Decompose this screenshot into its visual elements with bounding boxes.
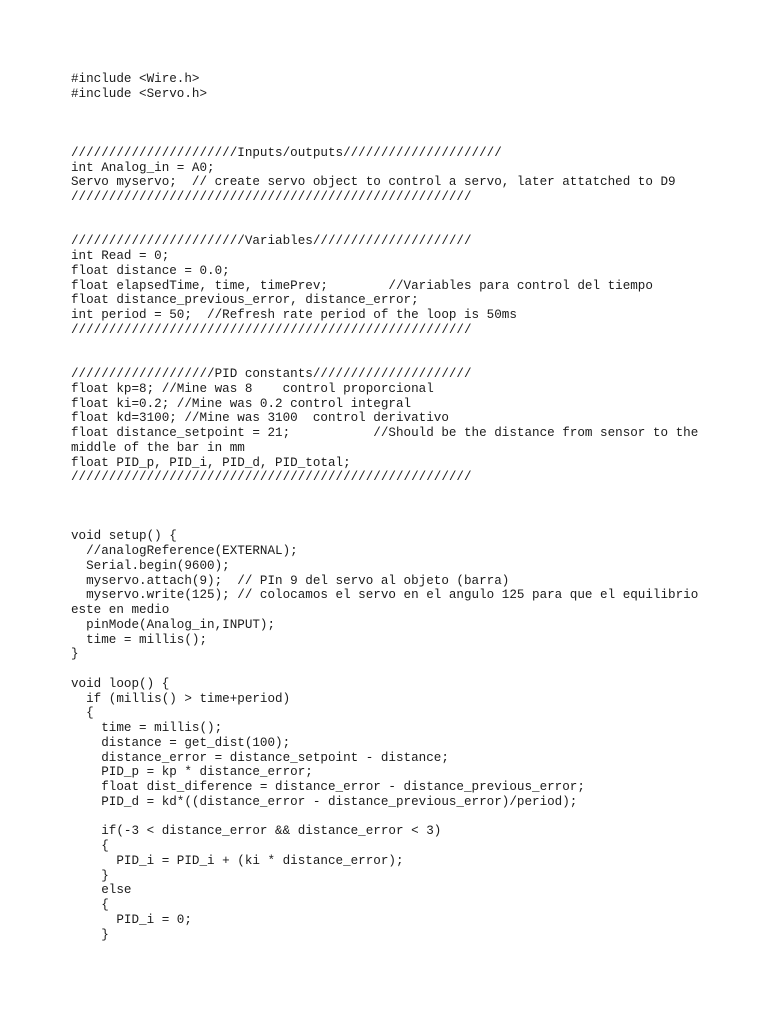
code-line: ///////////////////PID constants///////////////////// [71,367,472,381]
blank-line [71,485,711,500]
blank-line [71,352,711,367]
blank-line [71,500,711,515]
code-line: PID_i = PID_i + (ki * distance_error); [71,853,404,868]
code-line: { [71,706,94,721]
code-line: time = millis(); [71,632,208,647]
code-line: Serial.begin(9600); [71,558,230,573]
blank-line [71,102,711,117]
code-line: float kp=8; //Mine was 8 control proporcional [71,381,434,396]
code-line: float dist_diference = distance_error - distance_previous_error; [71,780,585,794]
code-line: #include <Servo.h> [71,86,208,101]
blank-line [71,116,711,131]
code-line: distance = get_dist(100); [71,735,291,750]
blank-line [71,810,711,825]
code-line: float distance = 0.0; [71,263,230,278]
blank-line [71,338,711,353]
code-line: if(-3 < distance_error && distance_error < 3) [71,824,442,839]
blank-line [71,662,711,677]
code-line: este en medio [71,603,170,617]
code-line: void setup() { [71,529,177,544]
code-line: int Analog_in = A0; [71,160,215,175]
code-line: //////////////////////Inputs/outputs///////////////////// [71,145,502,160]
code-line: { [71,898,109,912]
code-line: float kd=3100; //Mine was 3100 control derivativo [71,411,449,426]
code-line: ///////////////////////Variables///////////////////// [71,234,472,249]
code-line: float distance_setpoint = 21; //Should be the distance from sensor to the [71,426,699,440]
code-block [71,72,711,942]
code-line: { [71,839,109,853]
code-line: ///////////////////////////////////////////////////// [71,190,472,204]
blank-line [71,205,711,220]
code-line: float elapsedTime, time, timePrev; //Variables para control del tiempo [71,278,653,293]
code-line: myservo.write(125); // colocamos el servo en el angulo 125 para que el equilibrio [71,588,699,603]
code-line: Servo myservo; // create servo object to control a servo, later attatched to D9 [71,175,676,190]
blank-line [71,131,711,146]
blank-line [71,515,711,530]
code-line: pinMode(Analog_in,INPUT); [71,617,276,632]
code-line: PID_i = 0; [71,912,192,927]
code-line: if (millis() > time+period) [71,691,291,706]
code-line: middle of the bar in mm [71,440,245,455]
code-line: //analogReference(EXTERNAL); [71,544,298,558]
code-line: } [71,868,109,883]
code-line: #include <Wire.h> [71,72,200,86]
code-line: int period = 50; //Refresh rate period of the loop is 50ms [71,308,517,322]
code-line: int Read = 0; [71,249,170,263]
code-line: float distance_previous_error, distance_error; [71,293,419,308]
code-line: ///////////////////////////////////////////////////// [71,470,472,485]
code-line: PID_d = kd*((distance_error - distance_previous_error)/period); [71,794,578,809]
code-line: float ki=0.2; //Mine was 0.2 control integral [71,396,412,411]
code-line: time = millis(); [71,721,223,735]
code-line: ///////////////////////////////////////////////////// [71,322,472,337]
code-line: PID_p = kp * distance_error; [71,765,313,780]
code-line: distance_error = distance_setpoint - distance; [71,750,449,765]
code-line: } [71,647,79,662]
code-line: void loop() { [71,676,170,691]
code-line: float PID_p, PID_i, PID_d, PID_total; [71,455,351,470]
code-line: } [71,927,109,942]
code-line: myservo.attach(9); // PIn 9 del servo al objeto (barra) [71,573,510,588]
code-line: else [71,883,132,898]
blank-line [71,220,711,235]
